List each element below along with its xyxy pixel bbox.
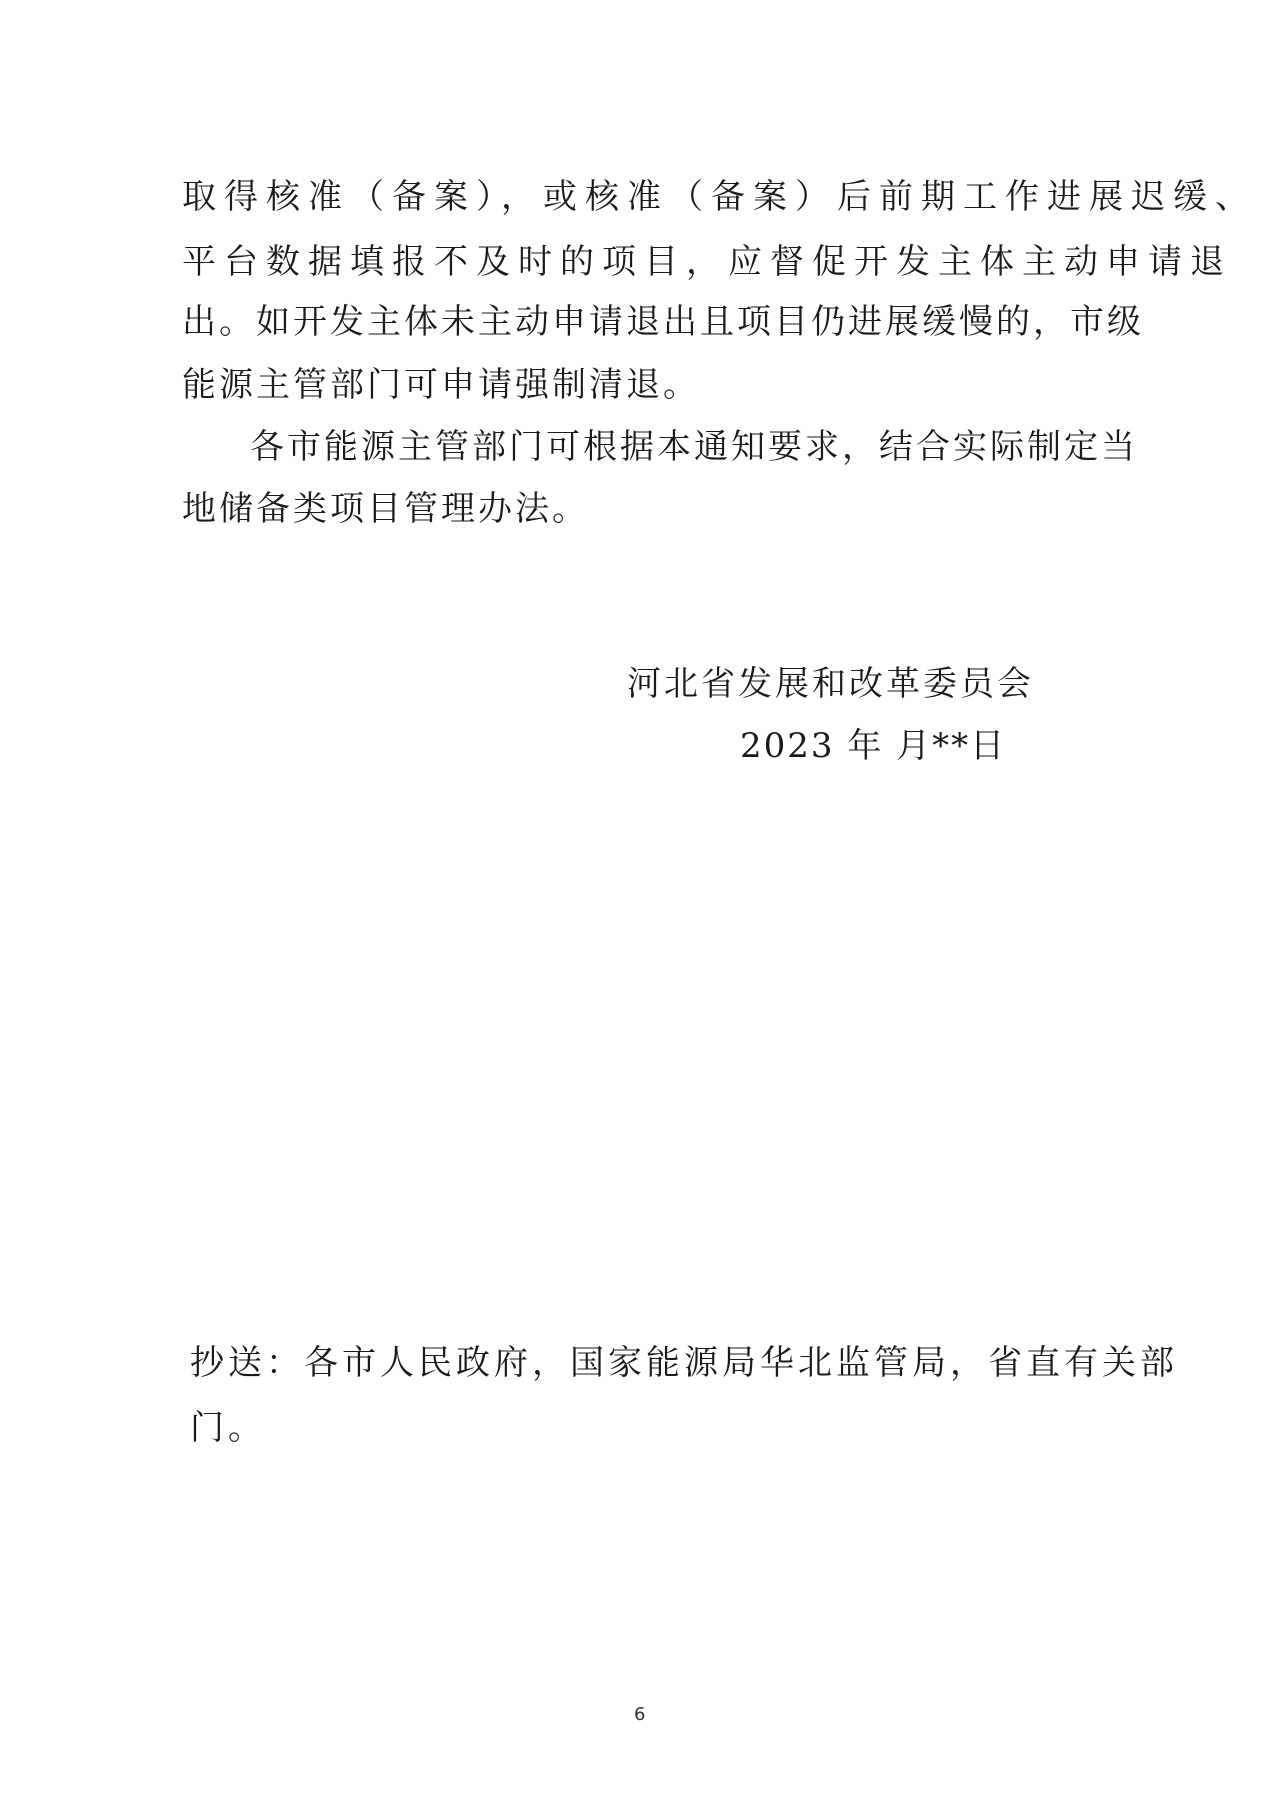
page-number: 6 bbox=[634, 1704, 646, 1725]
cc-line-1: 抄送：各市人民政府，国家能源局华北监管局，省直有关部 bbox=[190, 1343, 1178, 1383]
cc-line-2: 门。 bbox=[190, 1408, 266, 1448]
body-line-5: 各市能源主管部门可根据本通知要求，结合实际制定当 bbox=[250, 427, 1138, 467]
issuer-name: 河北省发展和改革委员会 bbox=[627, 664, 1034, 704]
body-line-6: 地储备类项目管理办法。 bbox=[182, 489, 589, 529]
body-line-2: 平台数据填报不及时的项目，应督促开发主体主动申请退 bbox=[182, 242, 1232, 282]
issue-date: 2023 年 月**日 bbox=[740, 726, 1007, 766]
body-line-1: 取得核准（备案），或核准（备案）后前期工作进展迟缓、 bbox=[182, 177, 1257, 217]
body-line-3: 出。如开发主体未主动申请退出且项目仍进展缓慢的，市级 bbox=[182, 302, 1144, 342]
body-line-4: 能源主管部门可申请强制清退。 bbox=[182, 365, 700, 405]
